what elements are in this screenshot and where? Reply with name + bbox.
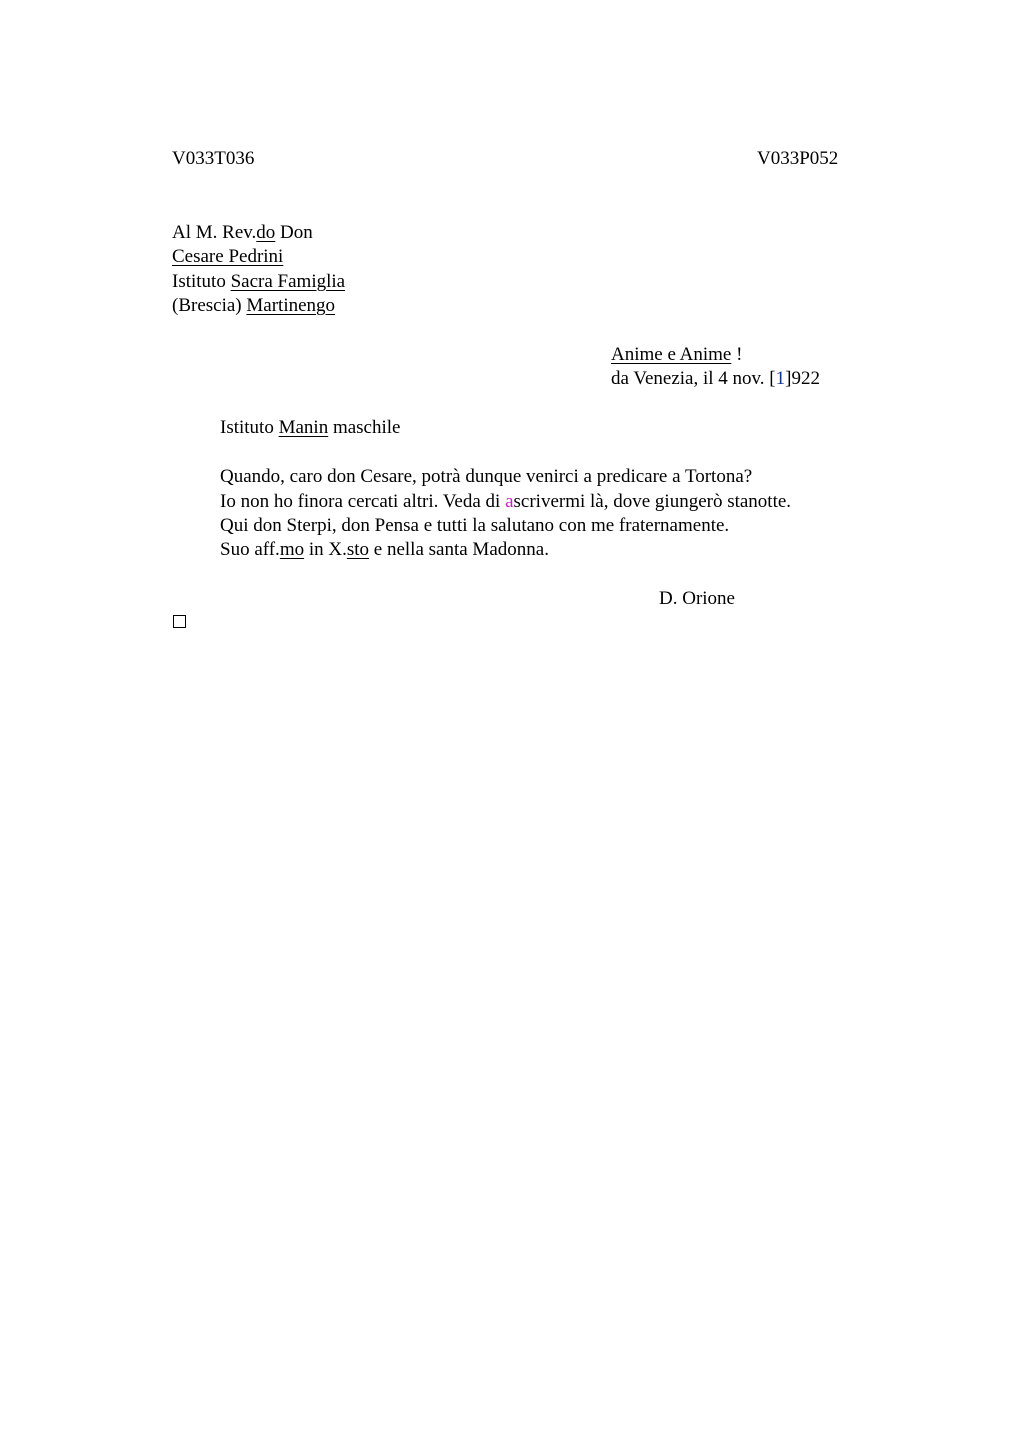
square-marker-icon xyxy=(173,615,186,628)
address-line-4 xyxy=(172,294,335,318)
closing-aff: Suo aff. xyxy=(220,539,280,560)
address-institute-label: Istituto xyxy=(172,271,231,292)
date-bracket-digit: 1 xyxy=(775,368,786,389)
address-line-1 xyxy=(172,221,313,245)
address-salutation: Al M. Rev. xyxy=(172,222,257,243)
signature: D. Orione xyxy=(659,588,735,609)
institute-type: maschile xyxy=(328,417,401,438)
address-institute-name: Sacra Famiglia xyxy=(230,271,346,292)
body-line-4 xyxy=(220,538,549,562)
closing-abbrev-mo: mo xyxy=(279,539,305,560)
date-suffix: ]922 xyxy=(785,368,820,389)
recipient-name: Cesare Pedrini xyxy=(172,246,284,267)
motto-punct: ! xyxy=(731,344,743,365)
address-line-2 xyxy=(172,245,283,269)
motto-line xyxy=(611,343,742,367)
address-line-3 xyxy=(172,270,345,294)
institute-line xyxy=(220,416,400,440)
body-line-2-start: Io non ho finora cercati altri. Veda di xyxy=(220,491,506,512)
body-line-2-end: scrivermi là, dove giungerò stanotte. xyxy=(513,491,792,512)
date-line xyxy=(611,367,820,391)
institute-label: Istituto xyxy=(220,417,279,438)
body-line-1: Quando, caro don Cesare, potrà dunque venirci a predicare a Tortona? xyxy=(220,466,753,487)
body-line-3: Qui don Sterpi, don Pensa e tutti la salutano con me fraternamente. xyxy=(220,515,730,536)
address-province: (Brescia) xyxy=(172,295,247,316)
address-town: Martinengo xyxy=(246,295,336,316)
address-don: Don xyxy=(275,222,313,243)
motto-text: Anime e Anime xyxy=(611,344,732,365)
body-line-2-highlight: a xyxy=(505,491,514,512)
institute-name: Manin xyxy=(278,417,329,438)
closing-end: e nella santa Madonna. xyxy=(369,539,549,560)
date-prefix: da Venezia, il 4 nov. [ xyxy=(611,368,776,389)
body-line-2 xyxy=(220,490,791,514)
header-right-code: V033P052 xyxy=(757,148,839,169)
address-abbrev-do: do xyxy=(256,222,276,243)
closing-in-x: in X. xyxy=(304,539,347,560)
header-left-code: V033T036 xyxy=(172,148,255,169)
closing-abbrev-sto: sto xyxy=(346,539,370,560)
